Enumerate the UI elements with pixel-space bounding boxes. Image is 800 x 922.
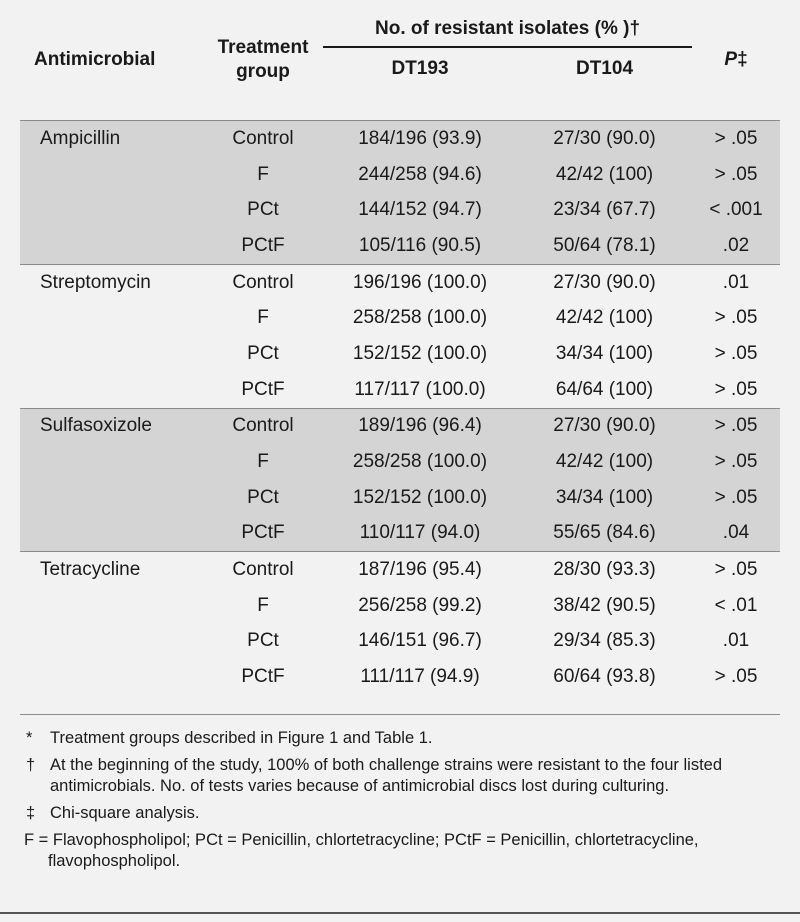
cell-p-value: .01 bbox=[692, 264, 780, 300]
cell-dt104: 29/34 (85.3) bbox=[553, 630, 656, 652]
cell-treatment-group: F bbox=[203, 444, 323, 480]
group-streptomycin bbox=[20, 264, 780, 408]
cell-dt193: 152/152 (100.0) bbox=[323, 480, 517, 516]
cell-treatment-group: Control bbox=[203, 121, 323, 157]
table-row bbox=[20, 336, 780, 372]
table-row bbox=[20, 121, 780, 157]
cell-dt193: 187/196 (95.4) bbox=[323, 552, 517, 588]
table-row bbox=[20, 157, 780, 193]
header-dt193: DT193 bbox=[323, 47, 517, 121]
cell-treatment-group: Control bbox=[203, 408, 323, 444]
cell-dt193: 244/258 (94.6) bbox=[323, 157, 517, 193]
cell-antimicrobial bbox=[20, 228, 203, 264]
header-treatment-line1: Treatment bbox=[217, 37, 309, 58]
table-row bbox=[20, 588, 780, 624]
cell-dt104: 34/34 (100) bbox=[517, 480, 692, 516]
cell-dt104: 55/65 (84.6) bbox=[517, 516, 692, 552]
cell-treatment-group: PCtF bbox=[241, 378, 285, 400]
table-header bbox=[20, 0, 780, 121]
group-ampicillin bbox=[20, 121, 780, 265]
cell-dt104: 50/64 (78.1) bbox=[517, 228, 692, 264]
cell-dt193: 146/151 (96.7) bbox=[358, 630, 482, 652]
abbreviations-note: F = Flavophospholipol; PCt = Penicillin, chlortetracycline; PCtF = Penicillin, chlortetracycline, flavophospholipol. bbox=[24, 831, 699, 870]
cell-dt193: 144/152 (94.7) bbox=[323, 192, 517, 228]
footnote-mark: * bbox=[26, 729, 33, 747]
cell-dt104: 27/30 (90.0) bbox=[517, 408, 692, 444]
header-dt104: DT104 bbox=[517, 47, 692, 121]
cell-antimicrobial bbox=[20, 480, 203, 516]
cell-dt104: 60/64 (93.8) bbox=[553, 666, 656, 688]
table-row bbox=[20, 192, 780, 228]
cell-treatment-group: PCtF bbox=[241, 666, 285, 688]
cell-dt193: 152/152 (100.0) bbox=[352, 342, 488, 364]
cell-treatment-group: F bbox=[203, 157, 323, 193]
table-row bbox=[20, 300, 780, 336]
footnote-asterisk bbox=[24, 728, 764, 749]
table-bottom-rule bbox=[20, 714, 780, 715]
cell-antimicrobial: Sulfasoxizole bbox=[20, 408, 203, 444]
cell-antimicrobial bbox=[20, 192, 203, 228]
cell-dt104: 23/34 (67.7) bbox=[517, 192, 692, 228]
cell-dt104: 42/42 (100) bbox=[517, 444, 692, 480]
cell-dt193: 117/117 (100.0) bbox=[354, 378, 486, 400]
footnote-text: At the beginning of the study, 100% of both challenge strains were resistant to the four listed antimicrobials. No. of tests varies because of antimicrobial discs lost during culturing. bbox=[50, 756, 723, 795]
cell-dt193: 189/196 (96.4) bbox=[323, 408, 517, 444]
footnotes bbox=[24, 728, 764, 872]
cell-p-value: > .05 bbox=[692, 157, 780, 193]
cell-antimicrobial bbox=[20, 336, 203, 372]
cell-p-value: > .05 bbox=[692, 408, 780, 444]
cell-treatment-group: PCt bbox=[247, 630, 279, 652]
page-bottom-rule bbox=[0, 912, 800, 914]
cell-antimicrobial bbox=[20, 157, 203, 193]
header-treatment-line2: group bbox=[236, 61, 290, 82]
cell-antimicrobial bbox=[20, 624, 203, 660]
cell-p-value: .01 bbox=[722, 630, 750, 652]
cell-treatment-group: F bbox=[257, 594, 269, 616]
table-row bbox=[20, 444, 780, 480]
cell-p-value: > .05 bbox=[714, 307, 758, 329]
cell-dt104: 42/42 (100) bbox=[517, 157, 692, 193]
table-row bbox=[20, 372, 780, 408]
cell-p-value: .02 bbox=[692, 228, 780, 264]
cell-p-value: > .05 bbox=[692, 552, 780, 588]
footnote-mark: ‡ bbox=[26, 804, 36, 822]
cell-p-value: > .05 bbox=[714, 666, 758, 688]
cell-treatment-group: Control bbox=[203, 264, 323, 300]
cell-dt104: 27/30 (90.0) bbox=[517, 264, 692, 300]
cell-antimicrobial: Tetracycline bbox=[20, 552, 203, 588]
cell-treatment-group: Control bbox=[203, 552, 323, 588]
cell-p-value: > .05 bbox=[692, 121, 780, 157]
footnote-double-dagger bbox=[24, 803, 764, 824]
cell-treatment-group: PCt bbox=[247, 342, 279, 364]
table-row bbox=[20, 516, 780, 552]
cell-dt193: 110/117 (94.0) bbox=[323, 516, 517, 552]
header-p-value bbox=[692, 0, 780, 121]
cell-dt104: 34/34 (100) bbox=[555, 342, 654, 364]
table-row bbox=[20, 480, 780, 516]
cell-p-value: < .01 bbox=[714, 594, 758, 616]
cell-antimicrobial: Streptomycin bbox=[20, 264, 203, 300]
cell-dt104: 38/42 (90.5) bbox=[553, 594, 656, 616]
cell-treatment-group: PCtF bbox=[203, 516, 323, 552]
cell-dt193: 111/117 (94.9) bbox=[360, 666, 480, 688]
cell-treatment-group: PCt bbox=[203, 192, 323, 228]
group-sulfasoxizole bbox=[20, 408, 780, 552]
cell-dt193: 105/116 (90.5) bbox=[323, 228, 517, 264]
cell-antimicrobial bbox=[20, 372, 203, 408]
group-tetracycline bbox=[20, 552, 780, 695]
cell-dt104: 42/42 (100) bbox=[555, 307, 654, 329]
table-row bbox=[20, 659, 780, 695]
table-row bbox=[20, 624, 780, 660]
header-p-label: P bbox=[724, 49, 738, 70]
cell-p-value: > .05 bbox=[692, 480, 780, 516]
cell-antimicrobial: Ampicillin bbox=[20, 121, 203, 157]
table-row bbox=[20, 408, 780, 444]
cell-antimicrobial bbox=[20, 659, 203, 695]
cell-antimicrobial bbox=[20, 300, 203, 336]
cell-antimicrobial bbox=[20, 444, 203, 480]
header-p-mark: ‡ bbox=[737, 49, 748, 70]
footnote-mark: † bbox=[26, 756, 36, 774]
cell-dt193: 258/258 (100.0) bbox=[323, 444, 517, 480]
resistance-table bbox=[20, 0, 780, 695]
header-resistant-isolates bbox=[323, 0, 692, 47]
table-row bbox=[20, 264, 780, 300]
table-row bbox=[20, 552, 780, 588]
cell-p-value: < .001 bbox=[692, 192, 780, 228]
cell-p-value: > .05 bbox=[714, 342, 758, 364]
cell-p-value: .04 bbox=[692, 516, 780, 552]
cell-dt104: 27/30 (90.0) bbox=[517, 121, 692, 157]
cell-dt193: 258/258 (100.0) bbox=[352, 307, 488, 329]
cell-antimicrobial bbox=[20, 588, 203, 624]
cell-treatment-group: PCt bbox=[203, 480, 323, 516]
header-treatment-group bbox=[203, 0, 323, 121]
cell-dt104: 28/30 (93.3) bbox=[517, 552, 692, 588]
cell-treatment-group: PCtF bbox=[203, 228, 323, 264]
cell-dt193: 184/196 (93.9) bbox=[323, 121, 517, 157]
footnote-text: Chi-square analysis. bbox=[50, 804, 200, 822]
header-antimicrobial: Antimicrobial bbox=[34, 49, 156, 70]
cell-p-value: > .05 bbox=[692, 444, 780, 480]
cell-treatment-group: F bbox=[257, 307, 269, 329]
cell-dt193: 256/258 (99.2) bbox=[358, 594, 482, 616]
footnote-text: Treatment groups described in Figure 1 and Table 1. bbox=[50, 729, 433, 747]
header-resistant-isolates-label: No. of resistant isolates (% )† bbox=[375, 18, 641, 39]
cell-antimicrobial bbox=[20, 516, 203, 552]
footnote-dagger bbox=[24, 755, 764, 797]
cell-dt193: 196/196 (100.0) bbox=[323, 264, 517, 300]
cell-p-value: > .05 bbox=[714, 378, 758, 400]
table-row bbox=[20, 228, 780, 264]
cell-dt104: 64/64 (100) bbox=[555, 378, 654, 400]
